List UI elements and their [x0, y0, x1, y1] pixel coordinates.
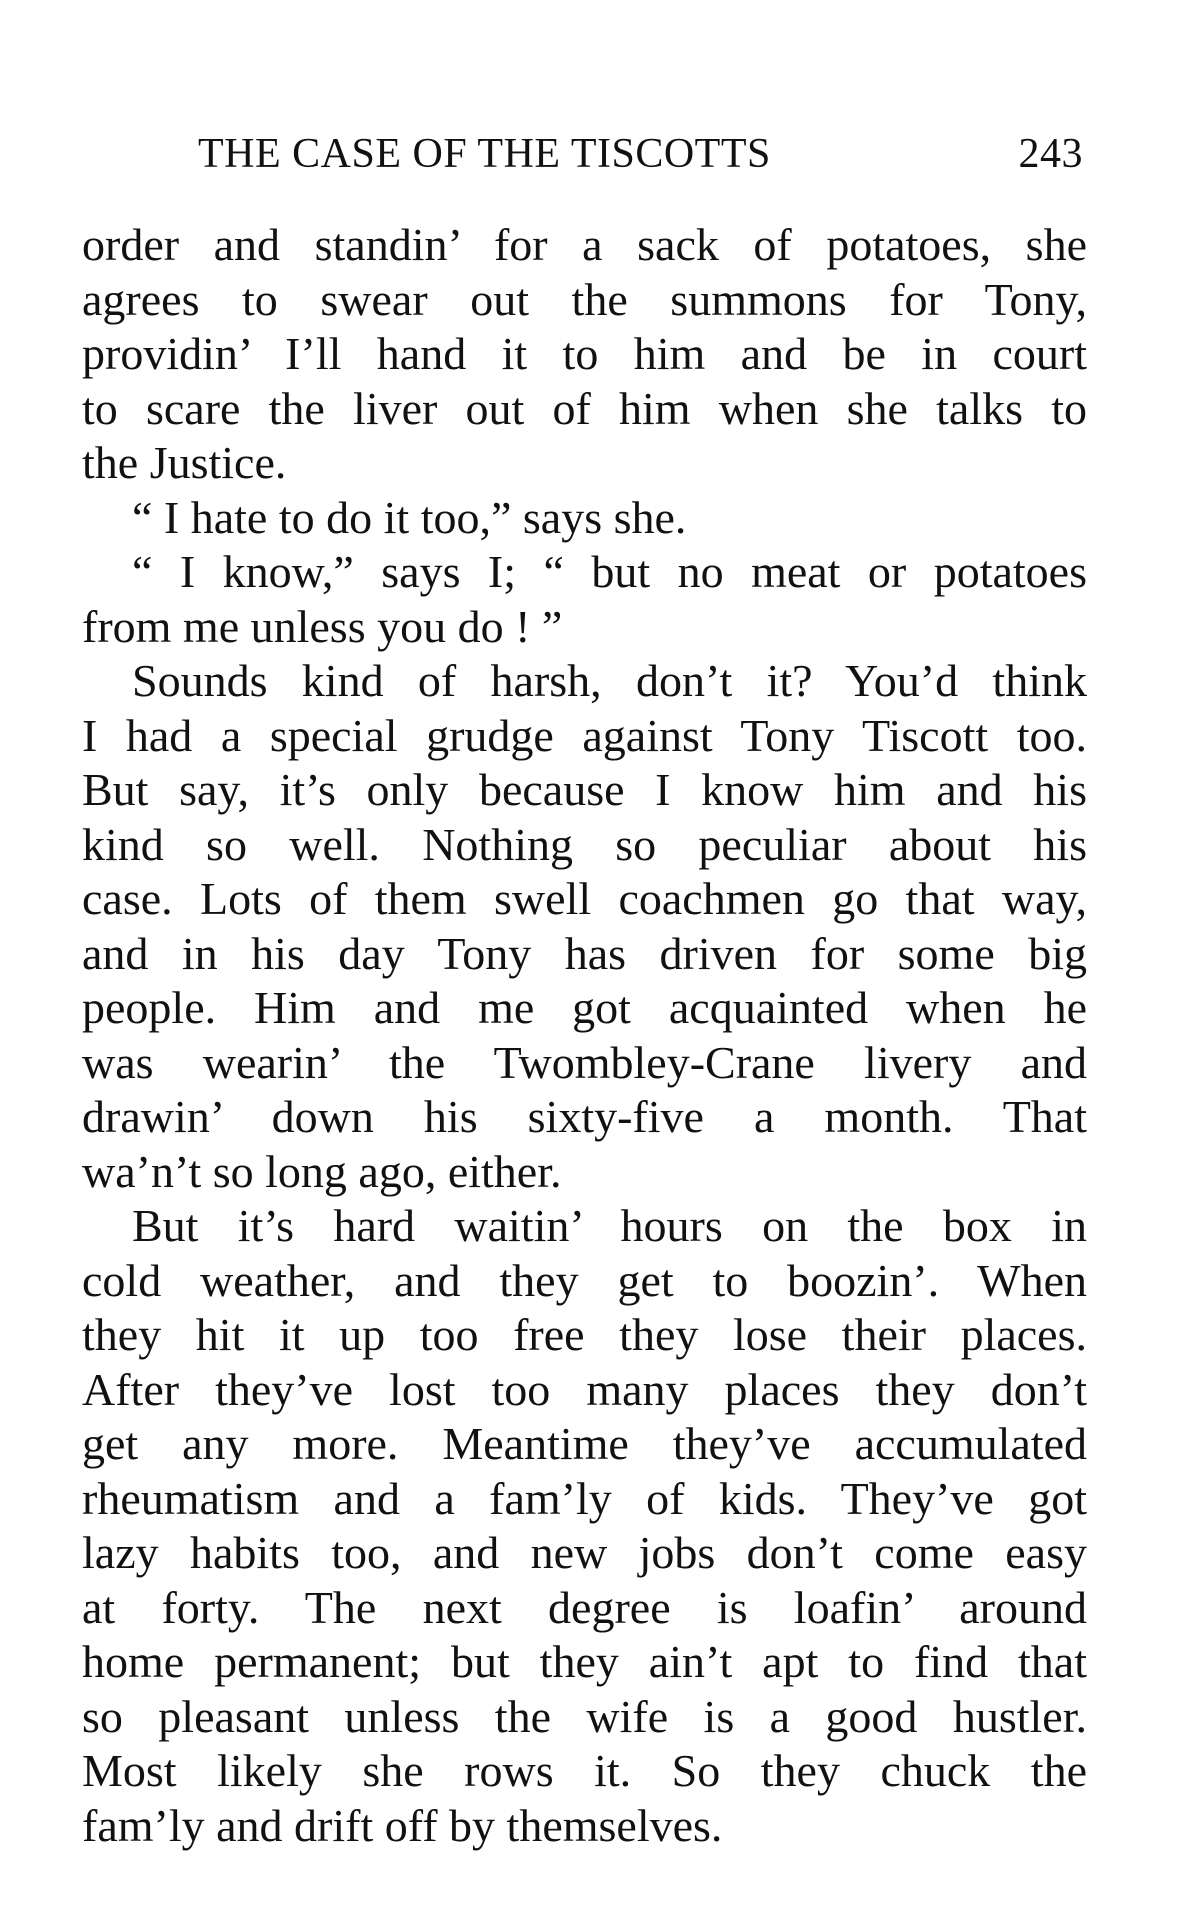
text-line: Most likely she rows it. So they chuck the — [82, 1745, 1087, 1796]
text-line: they hit it up too free they lose their places. — [82, 1309, 1087, 1360]
text-line: people. Him and me got acquainted when he — [82, 982, 1087, 1033]
text-line: so pleasant unless the wife is a good hustler. — [82, 1690, 1087, 1742]
text-line: lazy habits too, and new jobs don’t come easy — [82, 1527, 1087, 1578]
text-line: was wearin’ the Twombley-Crane livery and — [82, 1036, 1087, 1088]
text-line: to scare the liver out of him when she talks to — [82, 382, 1087, 434]
text-line: But say, it’s only because I know him and his — [82, 764, 1087, 815]
text-line: agrees to swear out the summons for Tony, — [82, 273, 1087, 325]
text-line: get any more. Meantime they’ve accumulated — [82, 1418, 1087, 1469]
text-line: “ I hate to do it too,” says she. — [132, 491, 687, 543]
text-line: After they’ve lost too many places they don’t — [82, 1363, 1087, 1415]
text-line: “ I know,” says I; “ but no meat or potatoes — [132, 546, 1087, 597]
text-line: I had a special grudge against Tony Tiscott too. — [82, 709, 1087, 761]
text-line: wa’n’t so long ago, either. — [82, 1145, 562, 1197]
text-line: Sounds kind of harsh, don’t it? You’d think — [132, 655, 1087, 706]
text-line: from me unless you do ! ” — [82, 600, 563, 652]
running-header — [198, 130, 1083, 190]
text-line: home permanent; but they ain’t apt to find that — [82, 1636, 1087, 1687]
text-line: at forty. The next degree is loafin’ around — [82, 1581, 1087, 1633]
text-line: cold weather, and they get to boozin’. When — [82, 1254, 1087, 1306]
text-line: rheumatism and a fam’ly of kids. They’ve got — [82, 1472, 1087, 1524]
page-number: 243 — [1018, 131, 1083, 177]
text-line: providin’ I’ll hand it to him and be in court — [82, 328, 1087, 379]
text-line: and in his day Tony has driven for some big — [82, 927, 1087, 979]
text-line: drawin’ down his sixty-five a month. That — [82, 1091, 1087, 1142]
body-text — [82, 218, 1087, 1853]
text-line: the Justice. — [82, 437, 287, 488]
text-line: kind so well. Nothing so peculiar about his — [82, 818, 1087, 870]
text-line: fam’ly and drift off by themselves. — [82, 1799, 723, 1851]
running-title: THE CASE OF THE TISCOTTS — [198, 131, 771, 177]
text-line: order and standin’ for a sack of potatoes, she — [82, 219, 1087, 270]
text-line: But it’s hard waitin’ hours on the box in — [132, 1200, 1087, 1251]
text-line: case. Lots of them swell coachmen go that way, — [82, 873, 1087, 924]
